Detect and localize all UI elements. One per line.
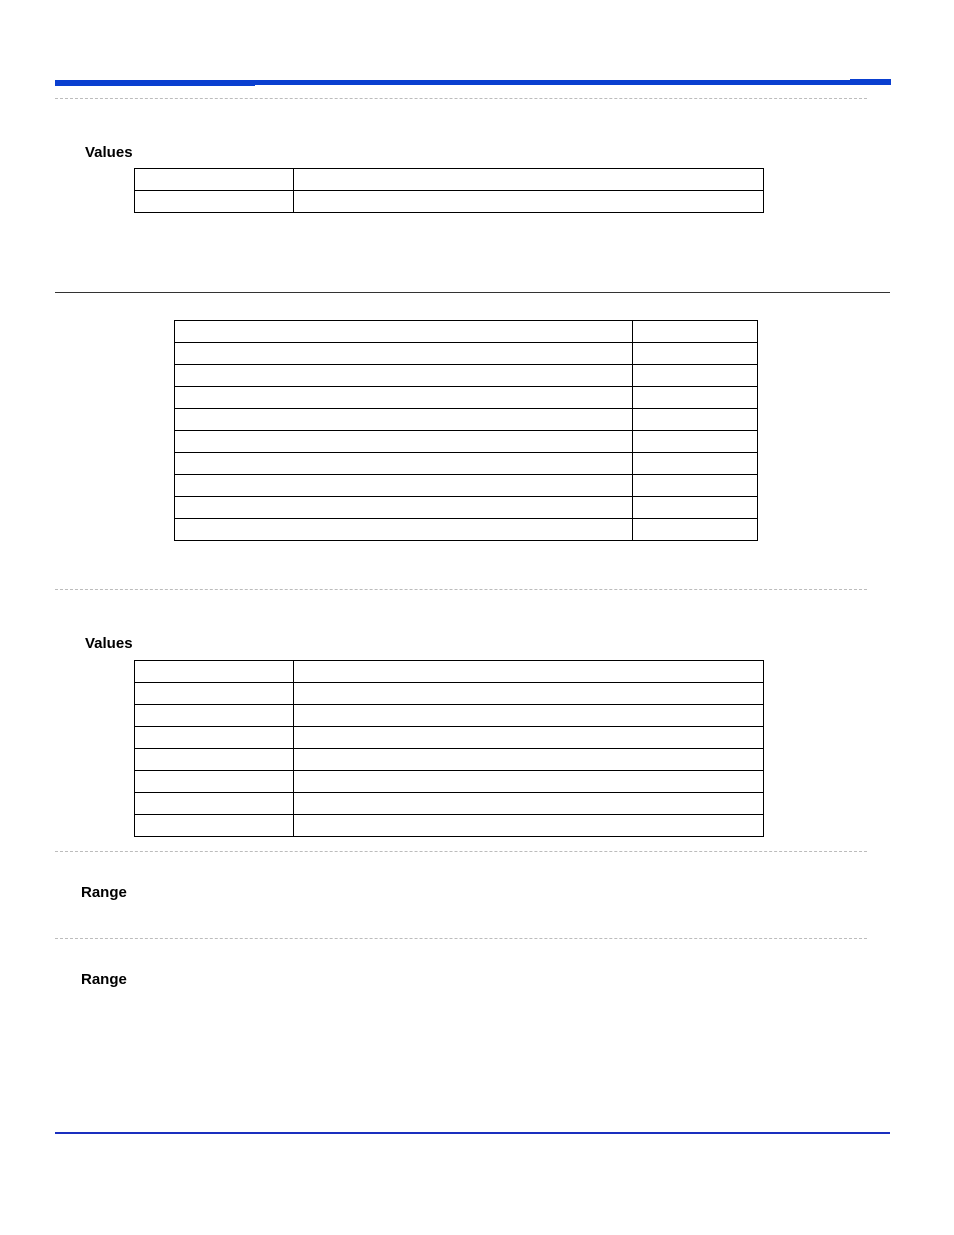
- table-row: [175, 409, 758, 431]
- dashed-separator: [55, 851, 867, 852]
- section-heading-values: Values: [85, 144, 133, 161]
- table-cell: [294, 815, 764, 837]
- table-row: [135, 705, 764, 727]
- table-cell: [175, 497, 633, 519]
- table-cell: [294, 169, 764, 191]
- footer-rule: [55, 1132, 890, 1134]
- table-cell: [633, 343, 758, 365]
- table-cell: [135, 771, 294, 793]
- table-row: [135, 793, 764, 815]
- table-cell: [175, 475, 633, 497]
- table-cell: [633, 453, 758, 475]
- table-row: [175, 387, 758, 409]
- table-row: [135, 169, 764, 191]
- table-cell: [175, 409, 633, 431]
- table-row: [175, 365, 758, 387]
- table-row: [175, 497, 758, 519]
- table-cell: [175, 453, 633, 475]
- table-cell: [175, 343, 633, 365]
- section-heading-range: Range: [81, 971, 127, 988]
- section-divider: [55, 292, 890, 293]
- table-row: [175, 321, 758, 343]
- table-row: [135, 661, 764, 683]
- dashed-separator: [55, 938, 867, 939]
- table-cell: [633, 497, 758, 519]
- table-cell: [633, 321, 758, 343]
- table-row: [175, 475, 758, 497]
- table-cell: [294, 661, 764, 683]
- table-cell: [294, 191, 764, 213]
- table-cell: [294, 793, 764, 815]
- table-cell: [135, 727, 294, 749]
- header-rule-segment: [490, 81, 620, 85]
- header-rule-segment: [55, 82, 255, 86]
- table-row: [175, 431, 758, 453]
- table-cell: [294, 727, 764, 749]
- table-cell: [175, 365, 633, 387]
- table-cell: [633, 475, 758, 497]
- table-cell: [135, 191, 294, 213]
- table-cell: [633, 519, 758, 541]
- table-cell: [175, 431, 633, 453]
- table-cell: [175, 321, 633, 343]
- table-cell: [294, 683, 764, 705]
- table-cell: [633, 431, 758, 453]
- section-heading-values: Values: [85, 635, 133, 652]
- table-cell: [633, 409, 758, 431]
- dashed-separator: [55, 589, 867, 590]
- table-row: [135, 815, 764, 837]
- table-row: [135, 727, 764, 749]
- table-cell: [633, 387, 758, 409]
- table-row: [175, 519, 758, 541]
- table-cell: [294, 705, 764, 727]
- values-table: [134, 660, 764, 837]
- table-cell: [135, 815, 294, 837]
- values-table: [134, 168, 764, 213]
- table-cell: [135, 793, 294, 815]
- header-rule-segment: [850, 79, 891, 84]
- dashed-separator: [55, 98, 867, 99]
- table-cell: [135, 661, 294, 683]
- table-row: [175, 453, 758, 475]
- table-cell: [135, 749, 294, 771]
- table-row: [135, 683, 764, 705]
- table-row: [175, 343, 758, 365]
- section-heading-range: Range: [81, 884, 127, 901]
- table-cell: [135, 683, 294, 705]
- parameter-table: [174, 320, 758, 541]
- table-row: [135, 749, 764, 771]
- table-cell: [135, 169, 294, 191]
- table-row: [135, 771, 764, 793]
- table-cell: [294, 749, 764, 771]
- table-cell: [175, 519, 633, 541]
- table-cell: [175, 387, 633, 409]
- table-cell: [633, 365, 758, 387]
- table-cell: [135, 705, 294, 727]
- table-cell: [294, 771, 764, 793]
- table-row: [135, 191, 764, 213]
